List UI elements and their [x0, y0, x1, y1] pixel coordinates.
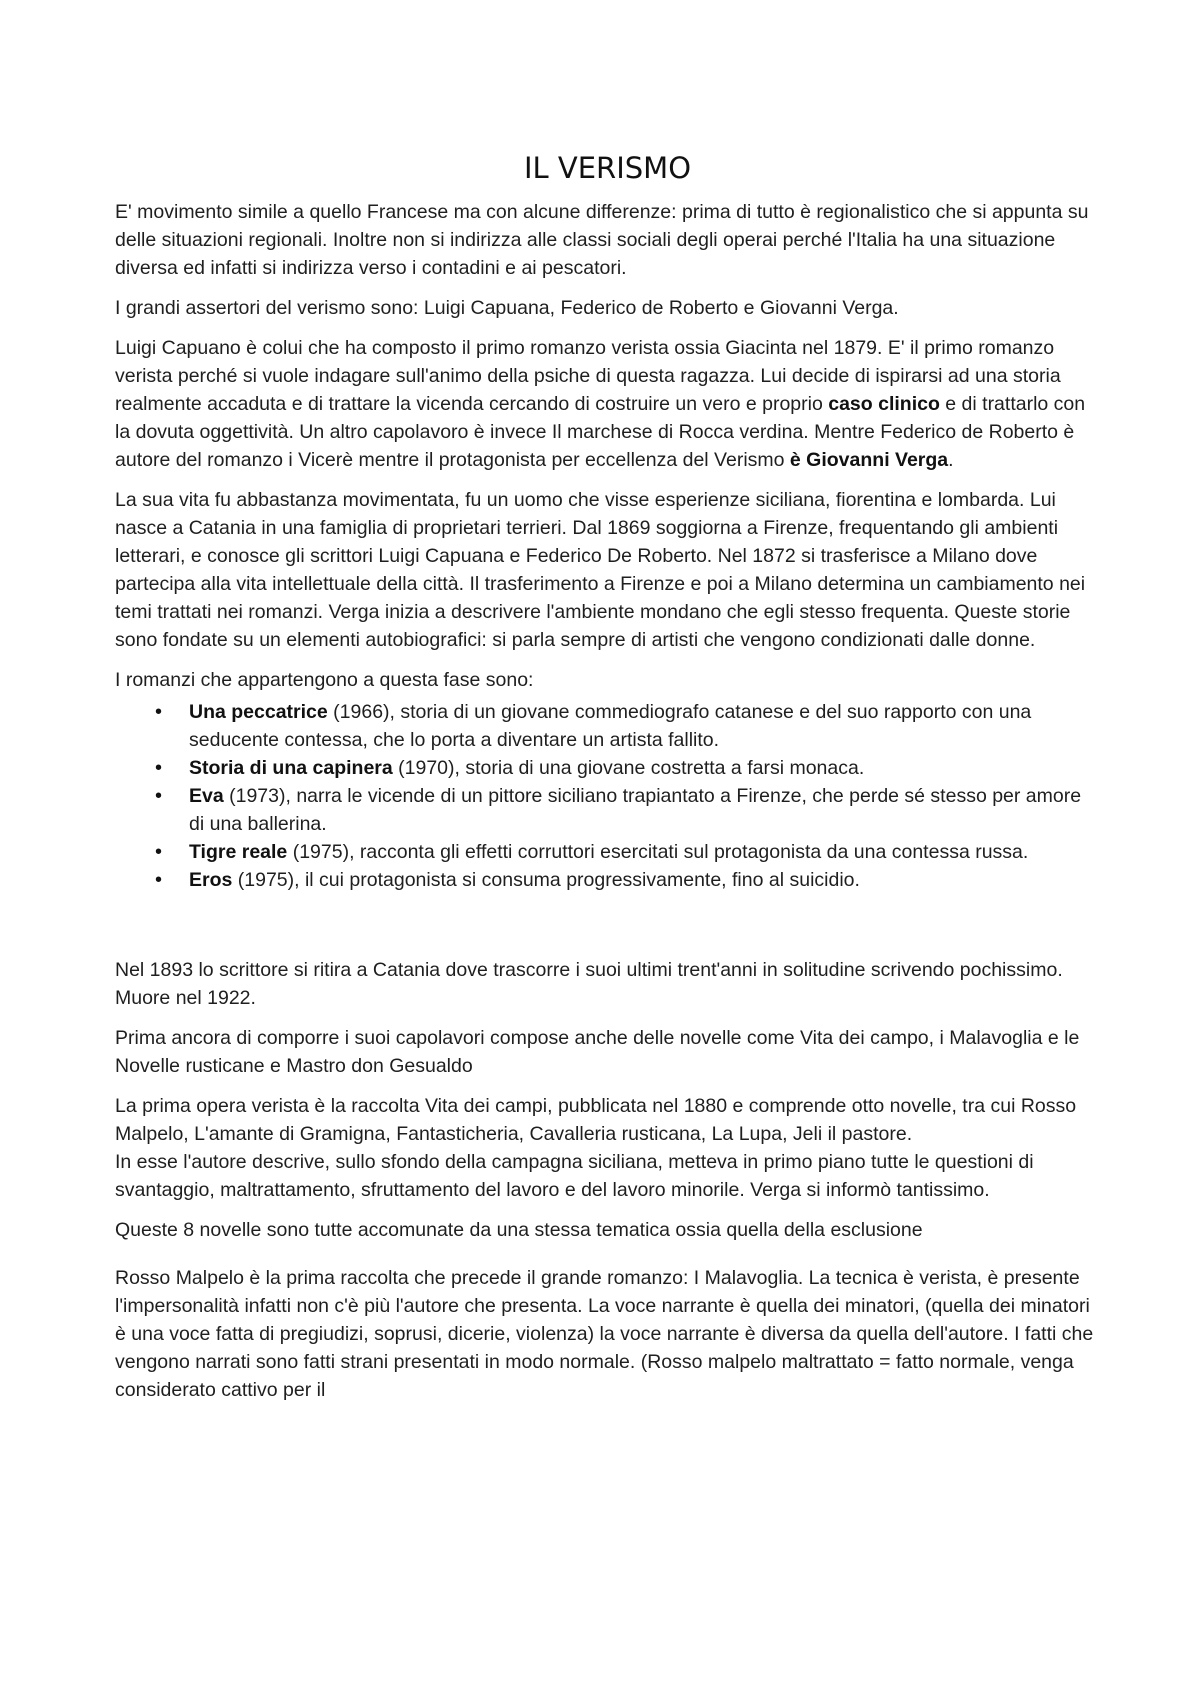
bold-giovanni-verga: è Giovanni Verga: [789, 449, 949, 471]
spacer: [115, 894, 1100, 956]
document-title: IL VERISMO: [523, 151, 692, 185]
novel-title: Eva: [189, 785, 224, 807]
list-item: [189, 754, 1100, 782]
novel-description: (1966), storia di un giovane commediografo catanese e del suo rapporto con una seducente contessa, che lo porta a diventare un artista fallito.: [189, 701, 1032, 751]
paragraph-esclusione: Queste 8 novelle sono tutte accomunate da una stessa tematica ossia quella della esclusione: [115, 1219, 923, 1241]
paragraph-autore-descrive: In esse l'autore descrive, sullo sfondo della campagna siciliana, metteva in primo piano tutte le questioni di svantaggio, maltrattamento, sfruttamento del lavoro e del lavoro minorile. Verga si informò tantissimo.: [115, 1151, 1034, 1201]
paragraph-catania: Nel 1893 lo scrittore si ritira a Catania dove trascorre i suoi ultimi trent'anni in solitudine scrivendo pochissimo. Muore nel 1922.: [115, 959, 1063, 1009]
list-item: [189, 782, 1100, 838]
novel-description: (1975), il cui protagonista si consuma progressivamente, fino al suicidio.: [232, 869, 860, 891]
novel-title: Storia di una capinera: [189, 757, 393, 779]
paragraph-intro: E' movimento simile a quello Francese ma con alcune differenze: prima di tutto è regionalistico che si appunta su delle situazioni regionali. Inoltre non si indirizza alle classi sociali degli operai perché l'Italia ha una situazione diversa ed infatti si indirizza verso i contadini e ai pescatori.: [115, 201, 1089, 279]
novel-description: (1975), racconta gli effetti corruttori esercitati sul protagonista da una contessa russa.: [287, 841, 1029, 863]
paragraph-novelle: Prima ancora di comporre i suoi capolavori compose anche delle novelle come Vita dei campo, i Malavoglia e le Novelle rusticane e Mastro don Gesualdo: [115, 1027, 1080, 1077]
novel-title: Eros: [189, 869, 233, 891]
paragraph-verga-life: La sua vita fu abbastanza movimentata, fu un uomo che visse esperienze siciliana, fiorentina e lombarda. Lui nasce a Catania in una famiglia di proprietari terrieri. Dal 1869 soggiorna a Firenze, frequentando gli ambienti letterari, e conosce gli scrittori Luigi Capuana e Federico De Roberto. Nel 1872 si trasferisce a Milano dove partecipa alla vita intellettuale della città. Il trasferimento a Firenze e poi a Milano determina un cambiamento nei temi trattati nei romanzi. Verga inizia a descrivere l'ambiente mondano che egli stesso frequenta. Queste storie sono fondate su un elementi autobiografici: si parla sempre di artisti che vengono condizionati dalle donne.: [115, 489, 1086, 651]
spacer: [115, 1256, 1100, 1264]
novel-title: Tigre reale: [189, 841, 288, 863]
paragraph-assertori: I grandi assertori del verismo sono: Luigi Capuana, Federico de Roberto e Giovanni Verga.: [115, 297, 899, 319]
paragraph-capuana: [115, 334, 1100, 474]
novel-title: Una peccatrice: [189, 701, 328, 723]
paragraph-vita-dei-campi: La prima opera verista è la raccolta Vita dei campi, pubblicata nel 1880 e comprende otto novelle, tra cui Rosso Malpelo, L'amante di Gramigna, Fantasticheria, Cavalleria rusticana, La Lupa, Jeli il pastore.: [115, 1095, 1077, 1145]
document-page: [115, 0, 1100, 1416]
bold-caso-clinico: caso clinico: [828, 393, 940, 415]
text-span: Luigi Capuano è colui che ha composto il primo romanzo verista ossia Giacinta nel 1879. E' il primo romanzo verista perché si vuole indagare sull'animo della psiche di questa ragazza. Lui decide di ispirarsi ad una storia realmente accaduta e di trattare la vicenda cercando di costruire un vero e proprio: [115, 337, 1061, 415]
list-item: [189, 838, 1100, 866]
text-span: e di trattarlo con la dovuta oggettività. Un altro capolavoro è invece Il marchese di Rocca verdina. Mentre Federico de Roberto è autore del romanzo i Vicerè mentre il protagonista per eccellenza del Verismo: [115, 393, 1086, 471]
paragraph-rosso-malpelo: Rosso Malpelo è la prima raccolta che precede il grande romanzo: I Malavoglia. La tecnica è verista, è presente l'impersonalità infatti non c'è più l'autore che presenta. La voce narrante è quella dei minatori, (quella dei minatori è una voce fatta di pregiudizi, soprusi, dicerie, violenza) la voce narrante è diversa da quella dell'autore. I fatti che vengono narrati sono fatti strani presentati in modo normale. (Rosso malpelo maltrattato = fatto normale, venga considerato cattivo per il: [115, 1267, 1094, 1401]
paragraph-novels-intro: I romanzi che appartengono a questa fase sono:: [115, 669, 534, 691]
list-item: [189, 698, 1100, 754]
novels-list: [115, 698, 1100, 894]
novel-description: (1973), narra le vicende di un pittore siciliano trapiantato a Firenze, che perde sé stesso per amore di una ballerina.: [189, 785, 1082, 835]
text-span: .: [948, 449, 954, 471]
novel-description: (1970), storia di una giovane costretta a farsi monaca.: [392, 757, 865, 779]
list-item: [189, 866, 1100, 894]
